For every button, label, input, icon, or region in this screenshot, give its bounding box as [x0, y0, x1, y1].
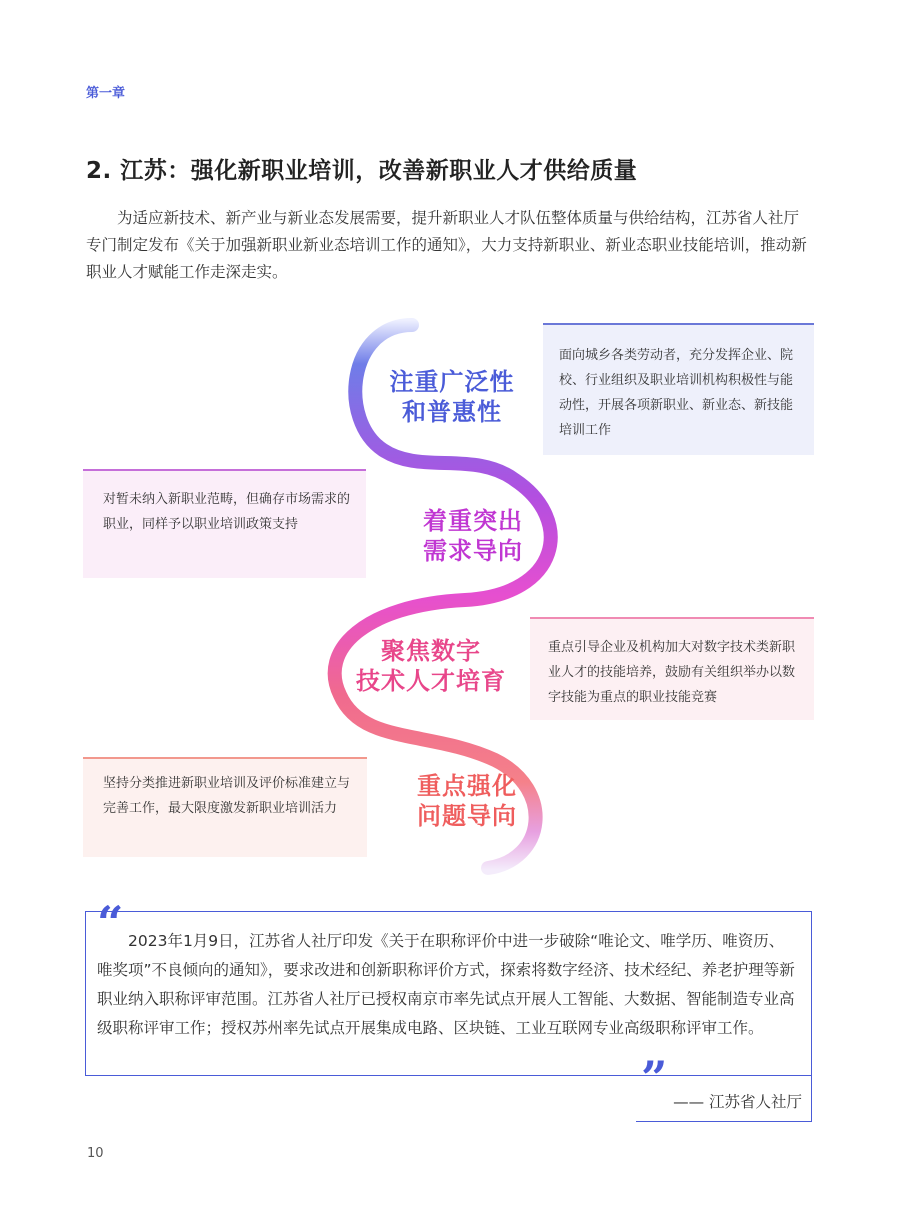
pillar-1-line1: 注重广泛性 [389, 368, 515, 396]
pillar-3-line1: 聚焦数字 [381, 637, 481, 665]
pillar-4 [392, 771, 542, 831]
description-box-4: 坚持分类推进新职业培训及评价标准建立与完善工作，最大限度激发新职业培训活力 [83, 757, 367, 857]
pillar-3-line2: 技术人才培育 [356, 667, 506, 695]
close-quote-icon: ” [641, 1051, 668, 1105]
open-quote-icon: “ [97, 896, 124, 950]
pillar-4-line2: 问题导向 [417, 802, 517, 830]
pillar-2 [398, 506, 548, 566]
page-number: 10 [87, 1146, 104, 1161]
pillar-4-line1: 重点强化 [417, 772, 517, 800]
description-box-3: 重点引导企业及机构加大对数字技术类新职业人才的技能培养，鼓励有关组织举办以数字技能为重点的职业技能竞赛 [530, 617, 814, 720]
chapter-label: 第一章 [86, 86, 126, 101]
description-box-1: 面向城乡各类劳动者，充分发挥企业、院校、行业组织及职业培训机构积极性与能动性，开展各项新职业、新业态、新技能培训工作 [543, 323, 814, 455]
intro-paragraph: 为适应新技术、新产业与新业态发展需要，提升新职业人才队伍整体质量与供给结构，江苏省人社厅专门制定发布《关于加强新职业新业态培训工作的通知》，大力支持新职业、新业态职业技能培训，推动新职业人才赋能工作走深走实。 [86, 209, 807, 281]
pillar-1 [372, 367, 532, 427]
quote-source: —— 江苏省人社厅 [673, 1093, 802, 1111]
pillar-2-line2: 需求导向 [423, 537, 523, 565]
section-title: 2. 江苏：强化新职业培训，改善新职业人才供给质量 [86, 158, 638, 184]
pillar-2-line1: 着重突出 [423, 507, 523, 535]
pillar-1-line2: 和普惠性 [402, 398, 502, 426]
description-box-2: 对暂未纳入新职业范畴，但确存市场需求的职业，同样予以职业培训政策支持 [83, 469, 366, 578]
pillar-3 [343, 636, 519, 696]
quote-text: 2023年1月9日，江苏省人社厅印发《关于在职称评价中进一步破除“唯论文、唯学历、唯资历、唯奖项”不良倾向的通知》，要求改进和创新职称评价方式，探索将数字经济、技术经纪、养老护理等新职业纳入职称评审范围。江苏省人社厅已授权南京市率先试点开展人工智能、大数据、智能制造专业高级职称评审工作；授权苏州率先试点开展集成电路、区块链、工业互联网专业高级职称评审工作。 [97, 932, 795, 1037]
